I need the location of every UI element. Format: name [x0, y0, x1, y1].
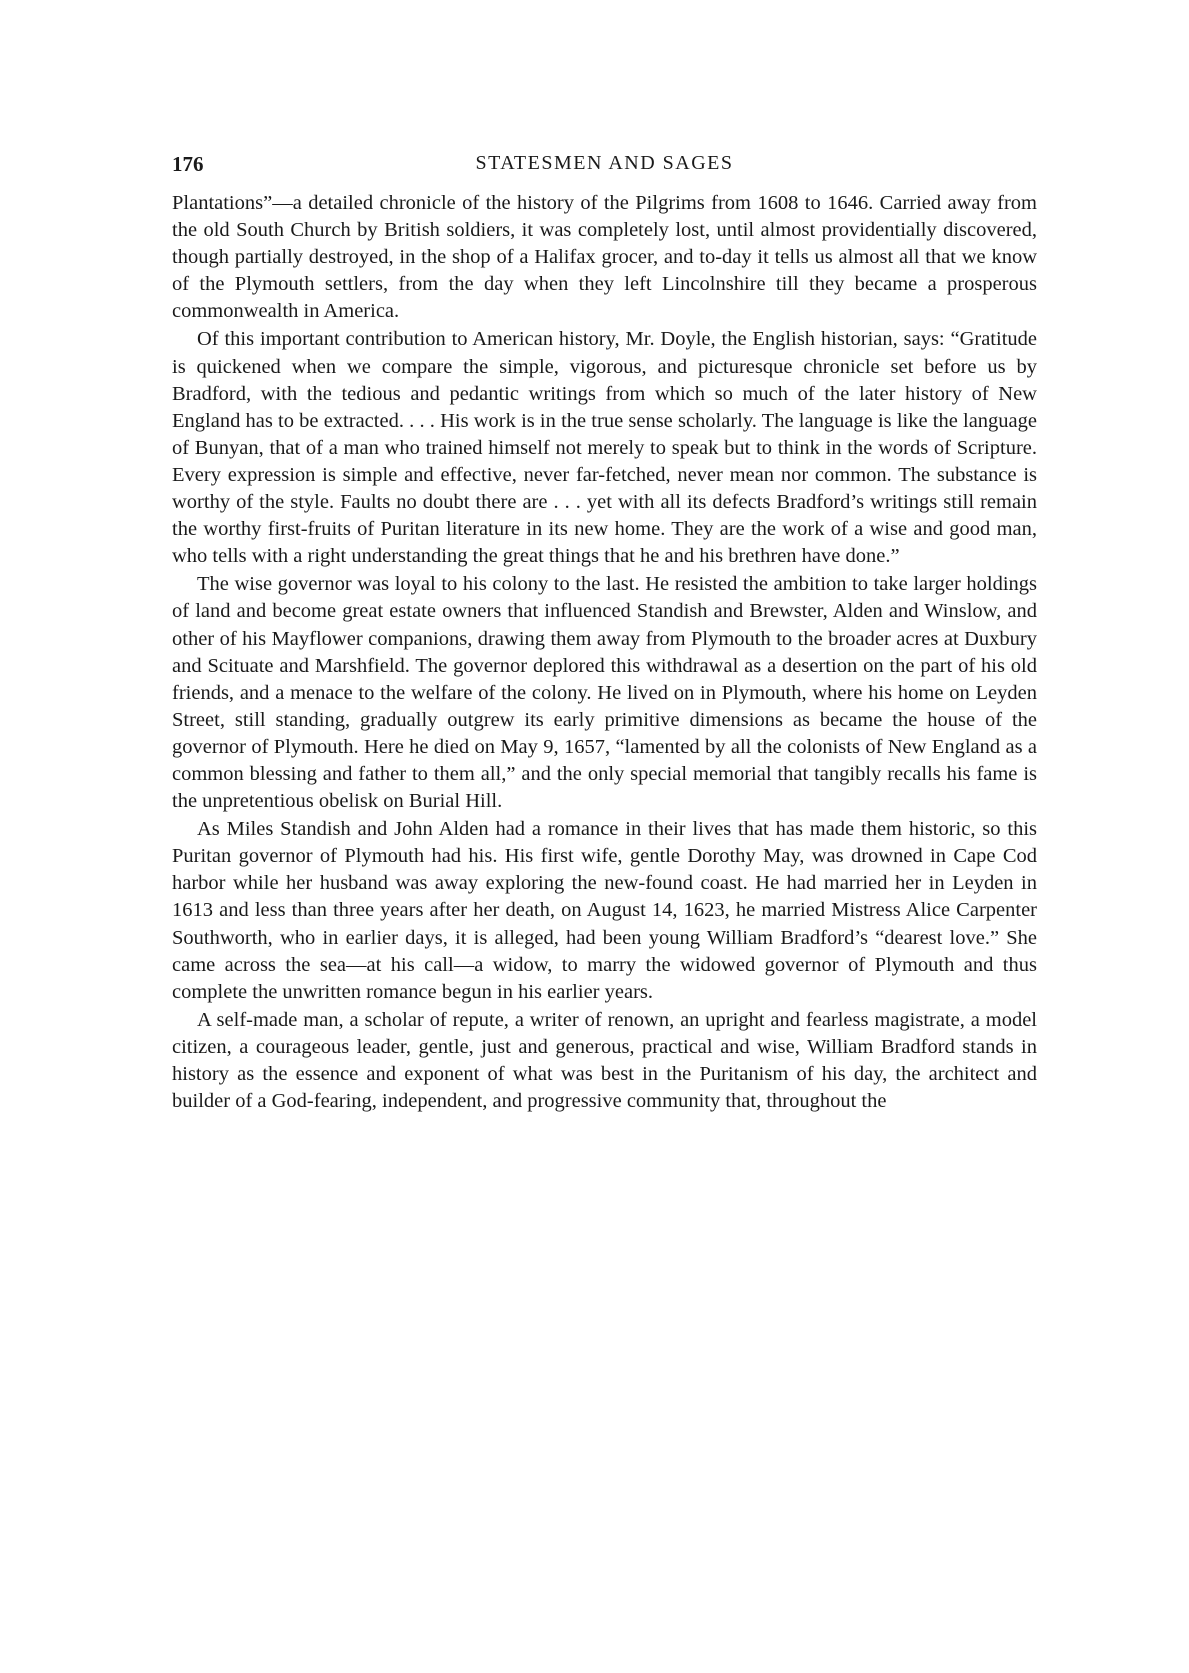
- paragraph-romance: As Miles Standish and John Alden had a romance in their lives that has made them historic, so this Puritan governor of Plymouth had his. His first wife, gentle Dorothy May, was drowned in Cape Cod harbor while her husband was away exploring the new-found coast. He had married her in Leyden in 1613 and less than three years after her death, on August 14, 1623, he married Mistress Alice Carpenter Southworth, who in earlier days, it is alleged, had been young William Bradford’s “dearest love.” She came across the sea—at his call—a widow, to marry the widowed governor of Plymouth and thus complete the unwritten romance begun in his earlier years.: [172, 818, 1037, 1003]
- paragraph-doyle-quote: Of this important contribution to American history, Mr. Doyle, the English historian, says: “Gratitude is quickened when we compare the simple, vigorous, and picturesque chronicle set before us by Bradford, with the tedious and pedantic writings from which so much of the later history of New England has to be extracted. . . . His work is in the true sense scholarly. The language is like the language of Bunyan, that of a man who trained himself not merely to speak but to think in the words of Scripture. Every expression is simple and effective, never far-fetched, never mean nor common. The substance is worthy of the style. Faults no doubt there are . . . yet with all its defects Bradford’s writings still remain the worthy first-fruits of Puritan literature in its new home. They are the work of a wise and good man, who tells with a right understanding the great things that he and his brethren have done.”: [172, 328, 1037, 568]
- paragraph-self-made-man: A self-made man, a scholar of repute, a writer of renown, an upright and fearless magistrate, a model citizen, a courageous leader, gentle, just and generous, practical and wise, William Bradford stands in history as the essence and exponent of what was best in the Puritanism of his day, the architect and builder of a God-fearing, independent, and progressive community that, throughout the: [172, 1008, 1037, 1113]
- body-text: [172, 190, 1037, 1115]
- book-page: [172, 148, 1037, 1115]
- running-head: [172, 148, 1037, 182]
- page-number: 176: [172, 152, 204, 176]
- running-title: STATESMEN AND SAGES: [475, 152, 734, 174]
- paragraph-continued: Plantations”—a detailed chronicle of the history of the Pilgrims from 1608 to 1646. Carried away from the old South Church by British soldiers, it was completely lost, until almost providentially discovered, though partially destroyed, in the shop of a Halifax grocer, and to-day it tells us almost all that we know of the Plymouth settlers, from the day when they left Lincolnshire till they became a prosperous commonwealth in America.: [172, 192, 1037, 323]
- paragraph-loyal-governor: The wise governor was loyal to his colony to the last. He resisted the ambition to take larger holdings of land and become great estate owners that influenced Standish and Brewster, Alden and Winslow, and other of his Mayflower companions, drawing them away from Plymouth to the broader acres at Duxbury and Scituate and Marshfield. The governor deplored this withdrawal as a desertion on the part of his old friends, and a menace to the welfare of the colony. He lived on in Plymouth, where his home on Leyden Street, still standing, gradually outgrew its early primitive dimensions as became the house of the governor of Plymouth. Here he died on May 9, 1657, “lamented by all the colonists of New England as a common blessing and father to them all,” and the only special memorial that tangibly recalls his fame is the unpretentious obelisk on Burial Hill.: [172, 573, 1037, 813]
